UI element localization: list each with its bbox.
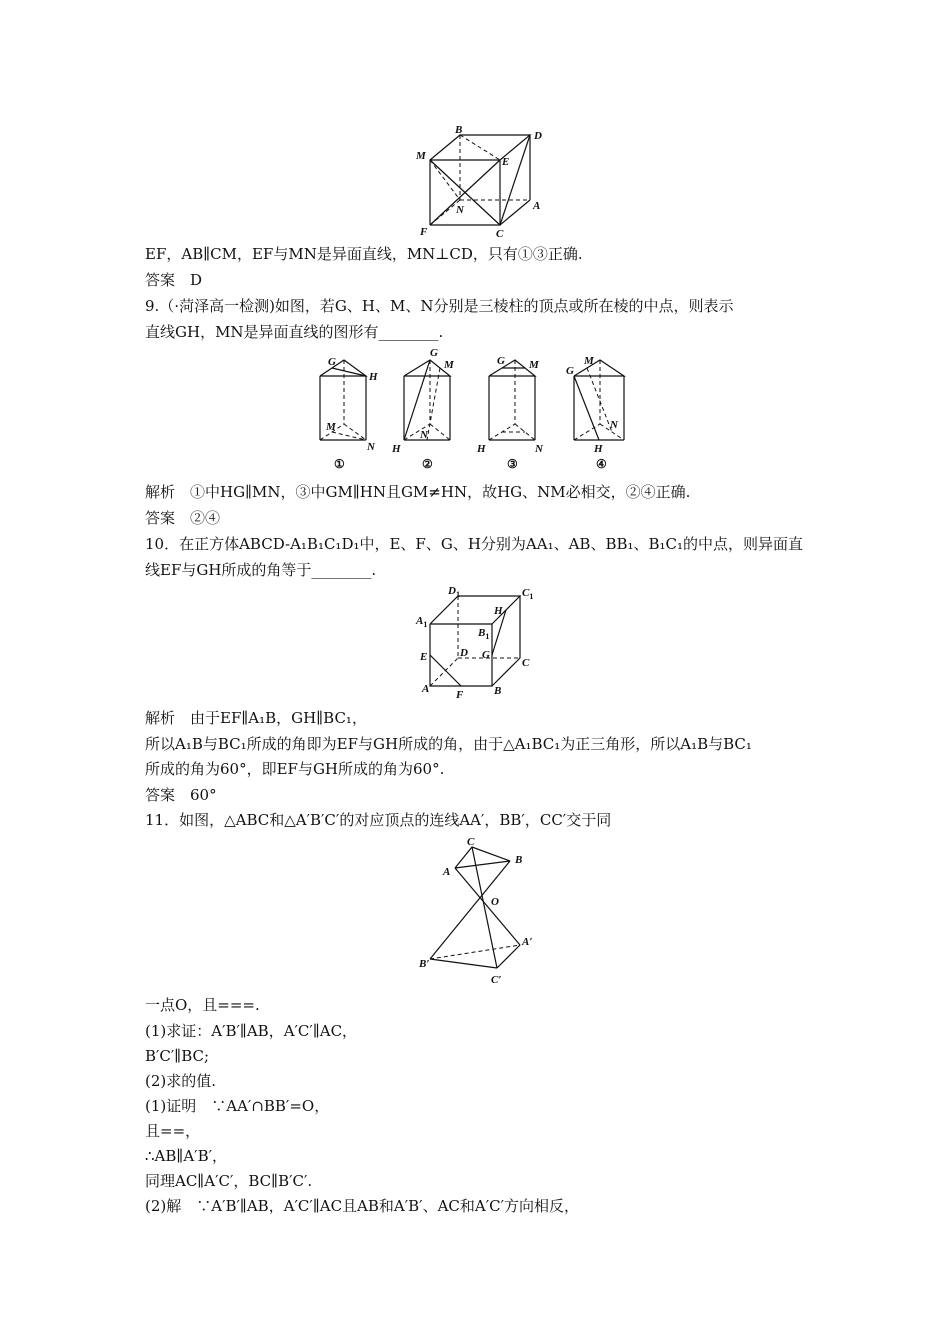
caption-1: ① xyxy=(334,457,345,471)
answer-8: 答案 D xyxy=(145,271,203,289)
problem-9-line2: 直线GH，MN是异面直线的图形有________. xyxy=(145,323,444,341)
label-E: E xyxy=(502,156,510,168)
label-N: N xyxy=(610,419,618,431)
proof-1: (1)证明 ∵AA′∩BB′=O， xyxy=(145,1097,330,1115)
analysis-9: 解析 ①中HG∥MN，③中GM∥HN且GM≠HN，故HG、NM必相交，②④正确. xyxy=(145,483,691,501)
figure-cube-problem-8 xyxy=(410,125,550,240)
caption-4: ④ xyxy=(596,457,607,471)
label-G: G xyxy=(482,649,490,661)
problem-11-part1: (1)求证：A′B′∥AB，A′C′∥AC， xyxy=(145,1022,358,1040)
problem-11-line2: 一点O，且===. xyxy=(145,996,260,1014)
figure-prism-1 xyxy=(310,348,385,473)
label-M: M xyxy=(416,150,426,162)
figure-prism-3 xyxy=(475,348,550,473)
answer-9: 答案 ②④ xyxy=(145,509,221,527)
label-B-prime: B′ xyxy=(419,958,430,970)
label-D1: $D_1$ xyxy=(448,585,460,599)
problem-11-part2: (2)求的值. xyxy=(145,1072,217,1090)
label-N: N xyxy=(367,441,375,453)
solution-2: (2)解 ∵A′B′∥AB，A′C′∥AC且AB和A′B′、AC和A′C′方向相反， xyxy=(145,1197,580,1215)
label-M: M xyxy=(444,359,454,371)
analysis-10-line2: 所以A₁B与BC₁所成的角即为EF与GH所成的角，由于△A₁BC₁为正三角形，所以A₁B与BC₁ xyxy=(145,735,752,753)
label-H: H xyxy=(369,371,378,383)
label-A-prime: A′ xyxy=(522,936,533,948)
caption-3: ③ xyxy=(507,457,518,471)
label-M: M xyxy=(584,355,594,367)
label-F: F xyxy=(420,226,428,238)
proof-4: 同理AC∥A′C′，BC∥B′C′. xyxy=(145,1172,313,1190)
label-N: N xyxy=(420,429,428,441)
analysis-10-line3: 所成的角为60°，即EF与GH所成的角为60°. xyxy=(145,760,445,778)
label-G: G xyxy=(566,365,574,377)
label-A1: $A_1$ xyxy=(416,615,428,629)
label-B: B xyxy=(494,685,502,697)
label-B1: $B_1$ xyxy=(478,627,490,641)
label-B: B xyxy=(455,124,463,136)
proof-3: ∴AB∥A′B′， xyxy=(145,1147,227,1165)
label-A: A xyxy=(443,866,451,878)
problem-11: 11．如图，△ABC和△A′B′C′的对应顶点的连线AA′，BB′，CC′交于同 xyxy=(145,811,612,829)
label-A: A xyxy=(422,683,430,695)
figure-prism-2 xyxy=(390,348,465,473)
label-H: H xyxy=(494,605,503,617)
analysis-10: 解析 由于EF∥A₁B，GH∥BC₁， xyxy=(145,709,367,727)
problem-11-part1-line2: B′C′∥BC; xyxy=(145,1047,210,1065)
label-N: N xyxy=(456,204,464,216)
label-C: C xyxy=(522,657,530,669)
label-D: D xyxy=(460,647,468,659)
figure-cube-problem-10 xyxy=(410,584,550,704)
label-H: H xyxy=(477,443,486,455)
label-M: M xyxy=(326,421,336,433)
label-H: H xyxy=(594,443,603,455)
caption-2: ② xyxy=(422,457,433,471)
label-G: G xyxy=(497,355,505,367)
label-A: A xyxy=(533,200,541,212)
answer-10: 答案 60° xyxy=(145,786,217,804)
label-E: E xyxy=(420,651,428,663)
label-C: C xyxy=(467,836,475,848)
problem-10-line2: 线EF与GH所成的角等于________. xyxy=(145,561,377,579)
label-G: G xyxy=(430,347,438,359)
figure-prism-4 xyxy=(562,348,637,473)
label-C-prime: C′ xyxy=(491,974,502,986)
label-H: H xyxy=(392,443,401,455)
label-M: M xyxy=(529,359,539,371)
label-C1: $C_1$ xyxy=(522,587,534,601)
problem-10: 10．在正方体ABCD-A₁B₁C₁D₁中，E、F、G、H分别为AA₁、AB、BB₁、B₁C₁的中点，则异面直 xyxy=(145,535,804,553)
text-line: EF，AB∥CM，EF与MN是异面直线，MN⊥CD，只有①③正确. xyxy=(145,245,583,263)
label-N: N xyxy=(535,443,543,455)
label-O: O xyxy=(491,896,499,908)
label-D: D xyxy=(534,130,542,142)
label-G: G xyxy=(328,356,336,368)
figure-triangles-problem-11 xyxy=(415,835,550,990)
label-B: B xyxy=(515,854,523,866)
label-F: F xyxy=(456,689,464,701)
proof-2: 且==， xyxy=(145,1122,201,1140)
problem-9: 9.（·菏泽高一检测)如图，若G、H、M、N分别是三棱柱的顶点或所在棱的中点，则表示 xyxy=(145,297,734,315)
label-C: C xyxy=(496,228,504,240)
